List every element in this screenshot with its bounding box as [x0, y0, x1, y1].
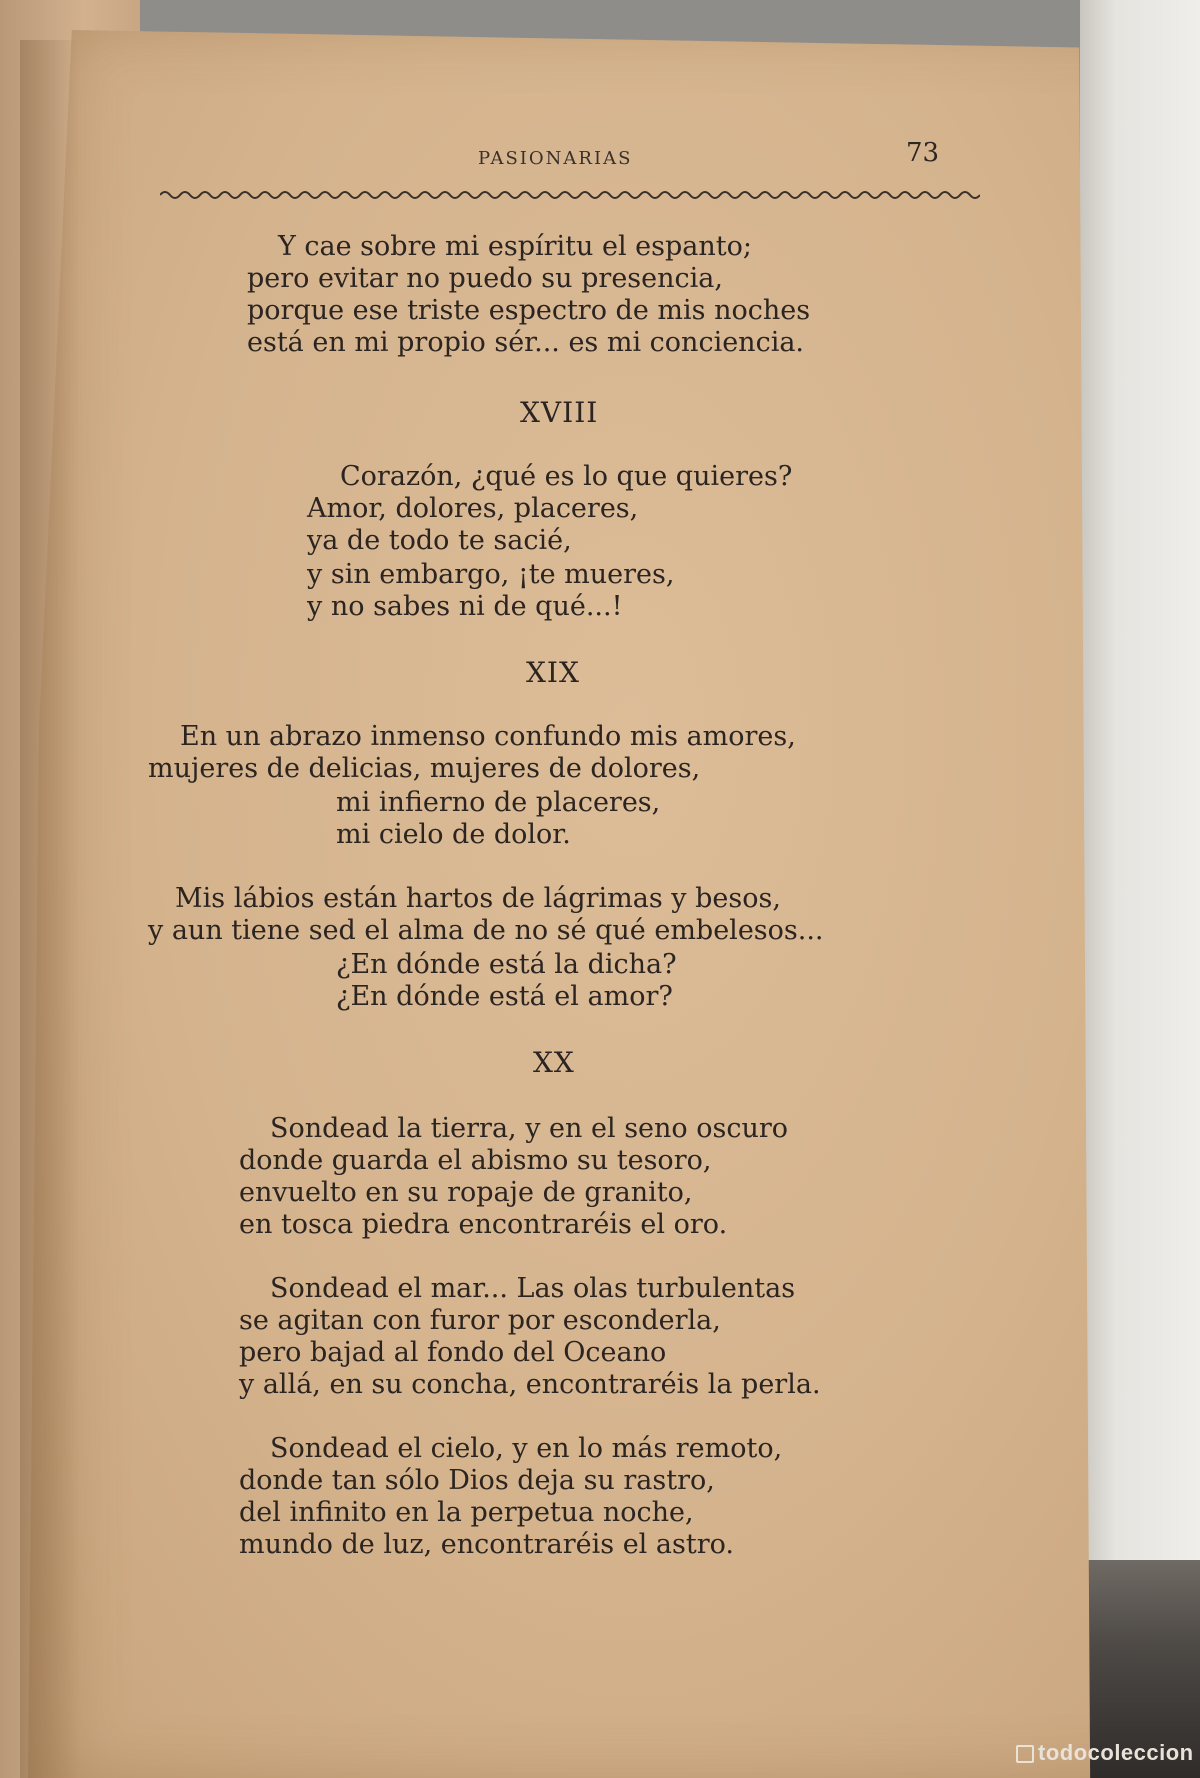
xx-line-11: del infinito en la perpetua noche,: [239, 1497, 694, 1528]
page-number: 73: [906, 138, 940, 168]
xviii-line-2: Amor, dolores, placeres,: [307, 493, 639, 524]
watermark-logo: [1016, 1740, 1194, 1766]
xix-line-5: Mis lábios están hartos de lágrimas y besos,: [175, 883, 781, 914]
xix-line-6: y aun tiene sed el alma de no sé qué embelesos...: [148, 915, 824, 946]
xx-line-5: Sondead el mar... Las olas turbulentas: [270, 1273, 796, 1304]
xx-line-3: envuelto en su ropaje de granito,: [239, 1177, 693, 1208]
intro-line-1: Y cae sobre mi espíritu el espanto;: [278, 231, 752, 262]
xx-line-9: Sondead el cielo, y en lo más remoto,: [270, 1433, 783, 1464]
xx-line-10: donde tan sólo Dios deja su rastro,: [239, 1465, 715, 1496]
xix-line-3: mi infierno de placeres,: [336, 787, 661, 818]
intro-line-3: porque ese triste espectro de mis noches: [247, 295, 811, 326]
xx-line-2: donde guarda el abismo su tesoro,: [239, 1145, 712, 1176]
xviii-line-5: y no sabes ni de qué...!: [307, 591, 623, 622]
running-head: PASIONARIAS: [478, 148, 633, 169]
xix-line-7: ¿En dónde está la dicha?: [336, 949, 677, 980]
xx-line-7: pero bajad al fondo del Oceano: [239, 1337, 667, 1368]
xix-line-4: mi cielo de dolor.: [336, 819, 571, 850]
intro-line-2: pero evitar no puedo su presencia,: [247, 263, 723, 294]
xviii-line-3: ya de todo te sacié,: [307, 525, 572, 556]
section-heading-19: XIX: [526, 656, 580, 689]
xviii-line-1: Corazón, ¿qué es lo que quieres?: [340, 461, 793, 492]
xix-line-8: ¿En dónde está el amor?: [336, 981, 673, 1012]
wavy-rule: [160, 188, 980, 202]
xx-line-12: mundo de luz, encontraréis el astro.: [239, 1529, 734, 1560]
xix-line-2: mujeres de delicias, mujeres de dolores,: [148, 753, 701, 784]
section-heading-20: XX: [533, 1046, 575, 1079]
intro-line-4: está en mi propio sér... es mi conciencia.: [247, 327, 805, 358]
watermark-text: todocoleccion: [1038, 1740, 1194, 1765]
xx-line-6: se agitan con furor por esconderla,: [239, 1305, 721, 1336]
page-spine-shadow: [20, 40, 80, 1778]
section-heading-18: XVIII: [520, 396, 599, 429]
xx-line-4: en tosca piedra encontraréis el oro.: [239, 1209, 728, 1240]
xx-line-1: Sondead la tierra, y en el seno oscuro: [270, 1113, 789, 1144]
xviii-line-4: y sin embargo, ¡te mueres,: [307, 559, 675, 590]
watermark-icon: [1016, 1745, 1034, 1763]
background-right: [1080, 0, 1200, 1560]
xx-line-8: y allá, en su concha, encontraréis la perla.: [239, 1369, 821, 1400]
xix-line-1: En un abrazo inmenso confundo mis amores,: [180, 721, 796, 752]
